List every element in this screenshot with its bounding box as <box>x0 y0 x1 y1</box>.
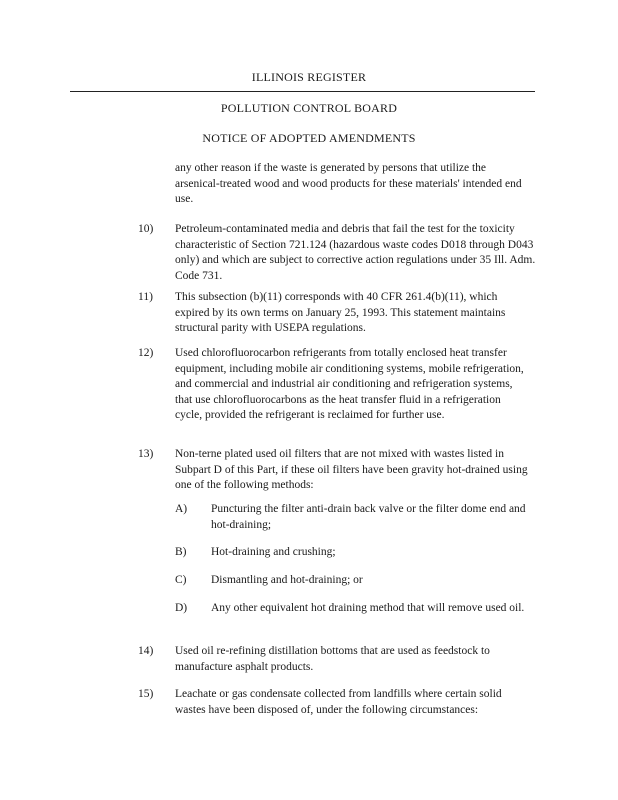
item-number-10: 10) <box>138 223 154 235</box>
continuation-paragraph: any other reason if the waste is generated by persons that utilize the arsenical-treated wood and wood products for these materials' intended end use. <box>175 162 522 206</box>
notice-title: NOTICE OF ADOPTED AMENDMENTS <box>202 131 416 145</box>
item-number-12: 12) <box>138 347 154 359</box>
subitem-letter-c: C) <box>175 574 187 586</box>
item-number-15: 15) <box>138 688 154 700</box>
item-text-13: Non-terne plated used oil filters that are not mixed with wastes listed in Subpart D of this Part, if these oil filters have been gravity hot-drained using one of the following methods: <box>175 448 528 492</box>
item-text-10: Petroleum-contaminated media and debris that fail the test for the toxicity characteristic of Section 721.124 (hazardous waste codes D018 through D043 only) and which are subject to corrective action regulations under 35 Ill. Adm. Code 731. <box>175 223 536 282</box>
subitem-text-b: Hot-draining and crushing; <box>211 546 336 558</box>
subitem-letter-d: D) <box>175 602 188 614</box>
item-text-14: Used oil re-refining distillation bottoms that are used as feedstock to manufacture asphalt products. <box>175 645 490 673</box>
item-text-15: Leachate or gas condensate collected from landfills where certain solid wastes have been disposed of, under the following circumstances: <box>175 688 502 716</box>
header-divider <box>70 91 535 92</box>
subitem-text-a: Puncturing the filter anti-drain back valve or the filter dome end and hot-draining; <box>211 503 526 531</box>
item-number-14: 14) <box>138 645 154 657</box>
subitem-letter-b: B) <box>175 546 187 558</box>
item-text-12: Used chlorofluorocarbon refrigerants from totally enclosed heat transfer equipment, including mobile air conditioning systems, mobile refrigeration, and commercial and industrial air conditioning and refrigeration systems, that use chlorofluorocarbons as the heat transfer fluid in a refrigeration cycle, provided the refrigerant is reclaimed for further use. <box>175 347 524 422</box>
item-number-11: 11) <box>138 291 153 303</box>
subitem-text-c: Dismantling and hot-draining; or <box>211 574 363 586</box>
board-name: POLLUTION CONTROL BOARD <box>220 101 398 115</box>
subitem-letter-a: A) <box>175 503 188 515</box>
subitem-text-d: Any other equivalent hot draining method that will remove used oil. <box>211 602 525 614</box>
register-title: ILLINOIS REGISTER <box>251 70 367 84</box>
item-number-13: 13) <box>138 448 154 460</box>
item-text-11: This subsection (b)(11) corresponds with 40 CFR 261.4(b)(11), which expired by its own terms on January 25, 1993. This statement maintains structural parity with USEPA regulations. <box>175 291 506 335</box>
